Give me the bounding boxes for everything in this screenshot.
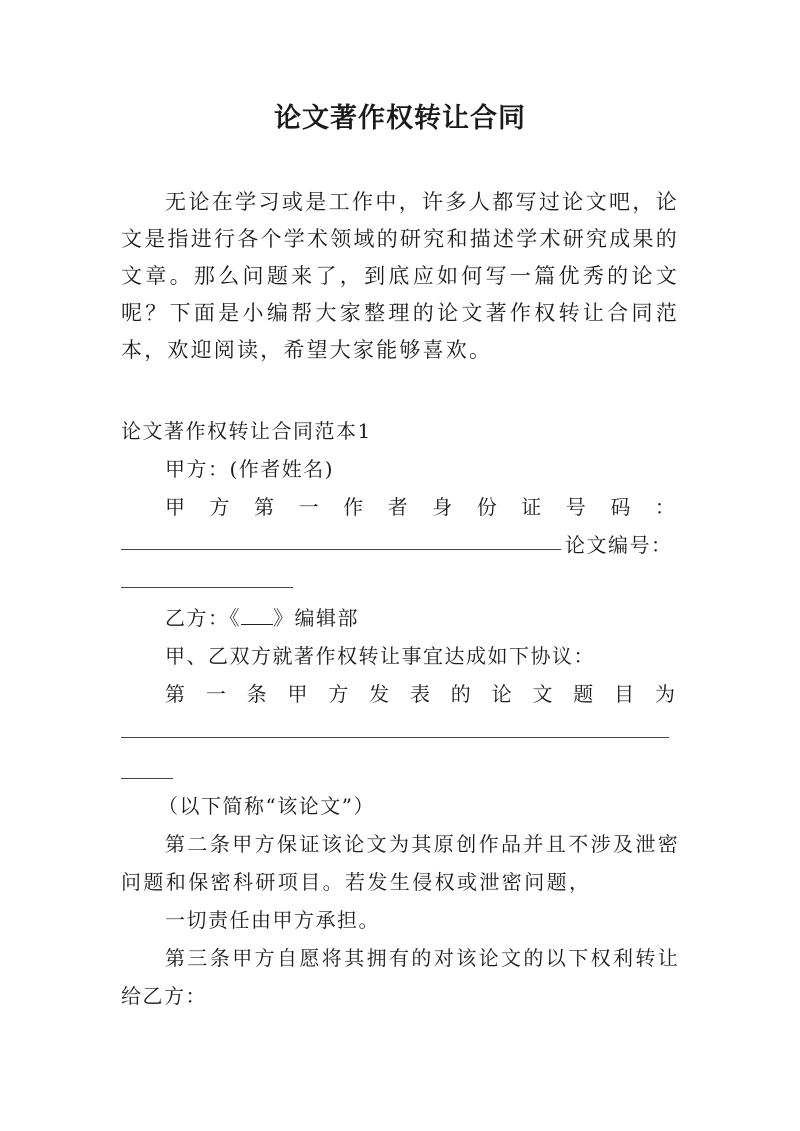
article-1-label xyxy=(165,681,675,707)
agreement-line: 甲、乙双方就著作权转让事宜达成如下协议： xyxy=(165,644,595,668)
article-1-char: 条 xyxy=(246,682,267,706)
party-a-id-char: 号 xyxy=(565,495,586,519)
article-1-char: 甲 xyxy=(287,682,308,706)
article-2-line-2: 问题和保密科研项目。若发生侵权或泄密问题， xyxy=(121,870,592,894)
article-1-char: 题 xyxy=(573,682,594,706)
article-3-line-1: 第三条甲方自愿将其拥有的对该论文的以下权利转让 xyxy=(165,946,681,970)
party-b-suffix: 》编辑部 xyxy=(273,606,359,630)
article-1-char: 的 xyxy=(450,682,471,706)
article-1-char: 方 xyxy=(328,682,349,706)
article-1-char: 目 xyxy=(614,682,635,706)
article-1-char: 为 xyxy=(654,682,675,706)
party-a-id-char: 一 xyxy=(298,495,319,519)
party-a-id-char: 作 xyxy=(343,495,364,519)
party-a-id-char: ： xyxy=(654,495,675,519)
article-2-line-1: 第二条甲方保证该论文为其原创作品并且不涉及泄密 xyxy=(165,832,681,856)
article-1-char: 表 xyxy=(409,682,430,706)
party-a-id-char: 身 xyxy=(432,495,453,519)
party-a-id-char: 第 xyxy=(254,495,275,519)
party-a-id-char: 份 xyxy=(476,495,497,519)
article-1-char: 一 xyxy=(205,682,226,706)
sample-heading: 论文著作权转让合同范本1 xyxy=(121,419,372,443)
party-b-line xyxy=(165,605,359,631)
id-number-blank xyxy=(121,549,561,550)
article-1-char: 第 xyxy=(165,682,185,706)
party-a-id-char: 方 xyxy=(209,495,230,519)
paper-number-label: 论文编号： xyxy=(565,533,673,557)
article-1-char: 论 xyxy=(491,682,512,706)
article-2-line-3: 一切责任由甲方承担。 xyxy=(165,908,380,932)
article-3-line-2: 给乙方： xyxy=(121,984,207,1008)
party-a-id-char: 甲 xyxy=(165,495,185,519)
party-a-line: 甲方：(作者姓名) xyxy=(165,457,335,481)
party-a-id-char: 码 xyxy=(610,495,631,519)
intro-paragraph: 无论在学习或是工作中，许多人都写过论文吧，论文是指进行各个学术领域的研究和描述学术研究成果的文章。那么问题来了，到底应如何写一篇优秀的论文呢？下面是小编帮大家整理的论文著作权转让合同范本，欢迎阅读，希望大家能够喜欢。 xyxy=(121,190,679,362)
party-a-id-char: 证 xyxy=(521,495,542,519)
article-1-char: 文 xyxy=(532,682,553,706)
article-1-note: （以下简称“该论文”） xyxy=(158,794,375,818)
party-a-id-label xyxy=(165,494,675,520)
journal-name-blank xyxy=(241,606,273,625)
article-1-char: 发 xyxy=(369,682,390,706)
paper-number-blank xyxy=(121,587,293,588)
paper-title-blank-continued xyxy=(121,778,173,779)
party-a-id-char: 者 xyxy=(387,495,408,519)
document-title: 论文著作权转让合同 xyxy=(274,103,526,134)
paper-title-blank xyxy=(121,737,669,738)
party-b-prefix: 乙方：《 xyxy=(165,606,241,630)
